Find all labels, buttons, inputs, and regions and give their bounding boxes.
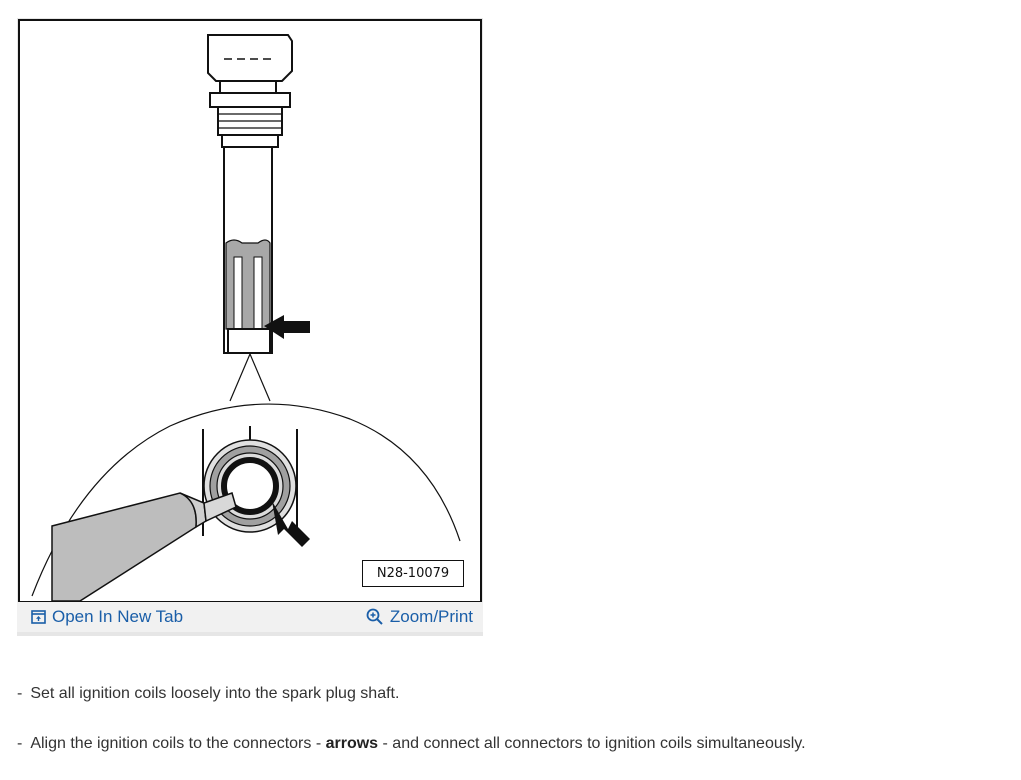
figure-container [17,18,483,636]
step-1-text: Set all ignition coils loosely into the spark plug shaft. [30,685,400,702]
open-new-tab-icon [31,610,46,624]
step-2-bullet: - [17,735,23,752]
open-in-new-tab-label: Open In New Tab [52,607,184,626]
open-in-new-tab-link[interactable] [31,607,183,627]
step-2-text-before: Align the ignition coils to the connectors - [30,735,326,752]
step-2-text-after: - and connect all connectors to ignition coils simultaneously. [378,735,806,752]
grease-tube [52,493,236,601]
instruction-step-2 [17,735,806,753]
callout-line-left [230,354,250,401]
zoom-in-icon [366,608,384,626]
step-1-bullet: - [17,685,23,702]
zoom-print-link[interactable] [366,607,473,627]
instruction-step-1 [17,685,399,703]
ignition-coil-drawing [20,21,480,601]
figure-toolbar [17,602,483,632]
spark-plug-well-detail [203,426,297,536]
coil-shaft [224,147,272,353]
figure-id-label: N28-10079 [362,560,464,587]
step-2-emphasis: arrows [325,735,379,752]
zoom-print-label: Zoom/Print [389,607,473,626]
ignition-coil-illustration [18,19,482,603]
callout-line-right [250,354,270,401]
coil-connector-head [208,35,292,147]
